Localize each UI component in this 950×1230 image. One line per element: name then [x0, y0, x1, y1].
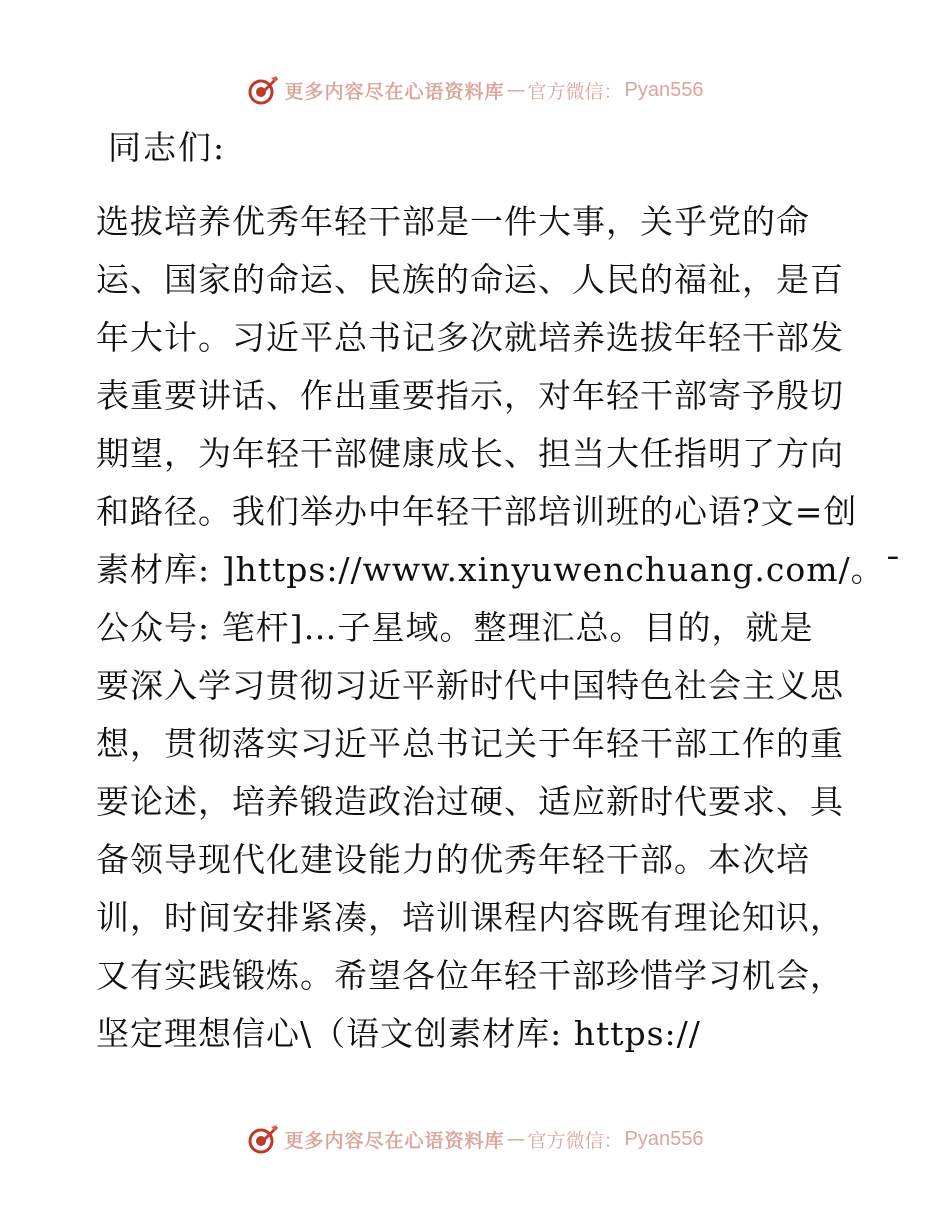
body-line: 年大计。习近平总书记多次就培养选拔年轻干部发 [96, 318, 844, 357]
wechat-label: 官方微信： [527, 1129, 623, 1152]
body-line: 想，贯彻落实习近平总书记关于年轻干部工作的重 [96, 724, 844, 763]
wechat-label: 官方微信： [527, 80, 623, 103]
body-line: 期望，为年轻干部健康成长、担当大任指明了方向 [96, 434, 844, 473]
body-line: 坚定理想信心\（语文创素材库: https:// [96, 1014, 701, 1053]
header-banner [0, 70, 950, 110]
brand-text: 更多内容尽在心语资料库 [284, 80, 505, 103]
body-line: 表重要讲话、作出重要指示，对年轻干部寄予殷切 [96, 376, 844, 415]
wechat-id: Pyan556 [624, 1127, 704, 1150]
body-line: 和路径。我们举办中年轻干部培训班的心语?文=创 [96, 492, 858, 531]
quill-pen-logo-icon [247, 74, 279, 106]
quill-pen-logo-icon [247, 1123, 279, 1155]
document-body [96, 193, 903, 1063]
body-line: 要深入学习贯彻习近平新时代中国特色社会主义思 [96, 666, 844, 705]
body-line: 训，时间安排紧凑，培训课程内容既有理论知识， [96, 898, 844, 937]
body-line: 素材库: ]https://www.xinyuwenchuang.com/。¯ [96, 550, 903, 589]
footer-banner [0, 1119, 950, 1159]
banner-separator: — [506, 1128, 526, 1150]
body-line: 选拔培养优秀年轻干部是一件大事，关乎党的命 [96, 202, 810, 241]
body-line: 要论述，培养锻造政治过硬、适应新时代要求、具 [96, 782, 844, 821]
wechat-id: Pyan556 [624, 78, 704, 101]
salutation: 同志们: [108, 128, 227, 167]
body-line: 备领导现代化建设能力的优秀年轻干部。本次培 [96, 840, 810, 879]
body-line: 又有实践锻炼。希望各位年轻干部珍惜学习机会， [96, 956, 844, 995]
body-line: 公众号: 笔杆]…子星域。整理汇总。目的，就是 [96, 608, 814, 647]
body-line: 运、国家的命运、民族的命运、人民的福祉，是百 [96, 260, 844, 299]
brand-text: 更多内容尽在心语资料库 [284, 1129, 505, 1152]
banner-separator: — [506, 79, 526, 101]
